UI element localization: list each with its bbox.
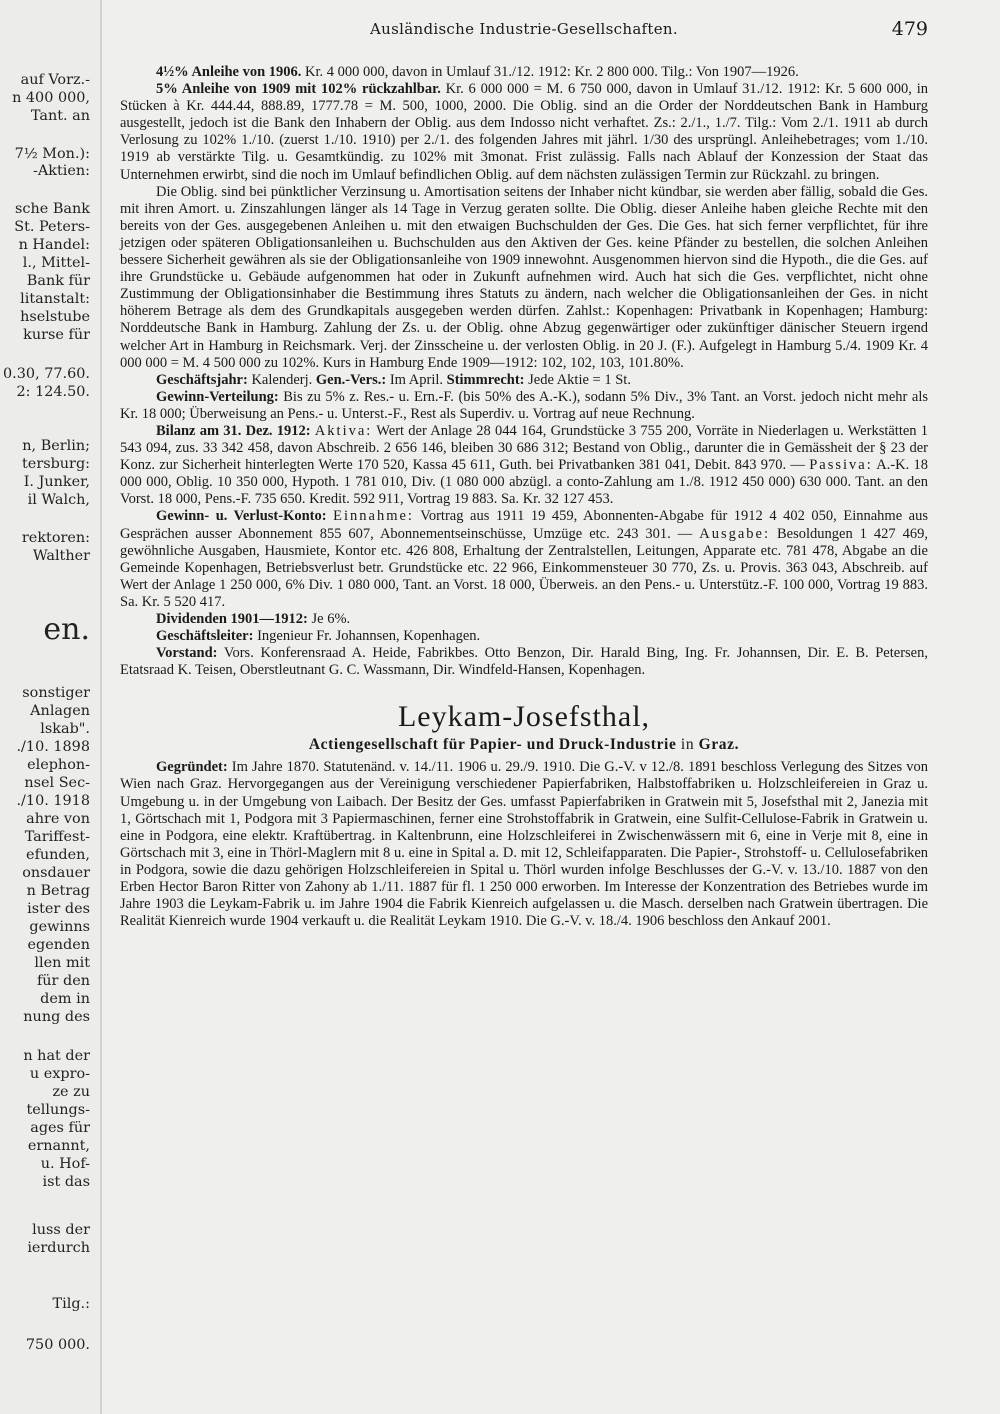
margin-fragment: dem in — [40, 991, 90, 1007]
geschaeftsjahr-heading: Geschäftsjahr: — [156, 371, 248, 388]
anleihe-1909-paragraph — [120, 81, 928, 184]
margin-fragment: u. Hof- — [40, 1156, 90, 1172]
geschaeftsleiter-paragraph — [120, 628, 928, 645]
geschaeftsjahr-text: Kalenderj. — [247, 371, 316, 388]
anleihe-1906-heading: 4½% Anleihe von 1906. — [156, 64, 302, 80]
gegruendet-text: Im Jahre 1870. Statutenänd. v. 14./11. 1906 u. 29./9. 1910. Die G.-V. v 12./8. 1891 beschloss Verlegung des Sitzes von Wien nach Graz. Hervorgegangen aus der Vereinigung verschiedener Papierfabriken, Halbstoffabriken u. Holzschleifereien in Graz u. Umgebung u. in der Umgebung von Laibach. Der Besitz der Ges. umfasst Papierfabriken in Gratwein mit 5, Josefsthal mit 2, Janezia mit 1, Görtschach mit 1, Podgora mit 3 Papiermaschinen, ferner eine Strohstoffabrik in Gratwein, eine Sulfit-Cellulose-Fabrik in Gratwein u. eine in Podgora, eine elektr. Kraftübertrag. in Kaltenbrunn, eine Holzschleiferei in Zwischenwässern mit 6, eine in Verje mit 8, eine in Görtschach mit 3, eine in Thörl-Maglern mit 8 u. eine in Spital a. D. mit 12, Schleifapparaten. Die Papier-, Strohstoff- u. Cellulosefabriken in Podgora, sowie die dazu gehörigen Holzschleifereien in Spital u. Thörl wurden infolge Beschlusses der G.-V. v. 13./10. 1887 von den Erben Hector Baron Ritter von Zahony ab 1./11. 1887 für fl. 1 250 000 erworben. Im Interesse der Konzentration des Betriebes wurde im Jahre 1903 die Leykam-Fabrik u. im Jahre 1904 die Fabrik Kienreich aufgelassen u. die Masch. derselben nach Gratwein übertragen. Die Realität Kienreich wurde 1904 verkauft u. die Realität Leykam 1910. Die G.-V. v. 18./4. 1906 beschloss den Ankauf 2001. — [120, 759, 928, 930]
geschaeftsjahr-paragraph — [120, 372, 928, 389]
gewinnverteilung-paragraph — [120, 389, 928, 423]
margin-fragment: n, Berlin; — [22, 438, 90, 454]
margin-fragment: luss der — [32, 1222, 90, 1238]
einnahme-label: Einnahme: — [333, 508, 414, 525]
bilanz-heading: Bilanz am 31. Dez. 1912: — [156, 422, 311, 439]
margin-fragment: ze zu — [52, 1084, 90, 1100]
passiva-text: A.-K. 18 000 000, Oblig. 10 350 000, Hypoth. 1 781 010, Div. (1 080 000 abzügl. a conto-Zahlung am 1./8. 1912 450 000) 630 000. Tant. an den Vorst. 18 000, Pens.-F. 735 650. Kredit. 592 911, Vortrag 19 883. Sa. Kr. 32 127 453. — [120, 457, 928, 508]
margin-fragment: ierdurch — [27, 1240, 90, 1256]
gewinn-verlust-heading: Gewinn- u. Verlust-Konto: — [156, 508, 327, 525]
margin-fragment: -Aktien: — [33, 163, 90, 179]
margin-fragment: l., Mittel- — [22, 255, 90, 271]
gewinn-verlust-paragraph — [120, 508, 928, 611]
aktiva-label: Aktiva: — [314, 422, 373, 439]
company-subtitle: Actiengesellschaft für Papier- und Druck-Industrie — [308, 736, 677, 754]
margin-fragment: n hat der — [23, 1048, 90, 1064]
margin-fragment: I. Junker, — [23, 474, 90, 490]
margin-fragment: ./10. 1898 — [16, 739, 90, 755]
gewinnverteilung-heading: Gewinn-Verteilung: — [156, 388, 279, 405]
margin-fragment: ist das — [42, 1174, 90, 1190]
company-heading-block — [120, 699, 928, 755]
margin-fragment: ./10. 1918 — [16, 793, 90, 809]
adjacent-page-margin — [0, 0, 100, 1414]
margin-fragment: tellungs- — [26, 1102, 90, 1118]
vorstand-heading: Vorstand: — [156, 645, 218, 662]
margin-fragment: kurse für — [23, 327, 90, 343]
stimmrecht-text: Jede Aktie = 1 St. — [524, 371, 631, 388]
margin-fragment: llen mit — [34, 955, 90, 971]
vorstand-paragraph — [120, 645, 928, 679]
margin-fragment: Bank für — [26, 273, 90, 289]
margin-fragment: 2: 124.50. — [16, 384, 90, 400]
margin-fragment: en. — [43, 612, 90, 647]
margin-fragment: tersburg: — [22, 456, 90, 472]
dividenden-text: Je 6%. — [307, 611, 351, 627]
margin-fragment: ister des — [27, 901, 90, 917]
company-in-word: in — [676, 736, 699, 754]
genvers-heading: Gen.-Vers.: — [315, 371, 387, 388]
margin-fragment: St. Peters- — [14, 219, 90, 235]
margin-fragment: Anlagen — [30, 703, 90, 719]
margin-fragment: n Betrag — [26, 883, 90, 899]
passiva-label: Passiva: — [809, 457, 873, 474]
dividenden-paragraph — [120, 611, 928, 628]
geschaeftsleiter-text: Ingenieur Fr. Johannsen, Kopenhagen. — [253, 628, 481, 645]
geschaeftsleiter-heading: Geschäftsleiter: — [156, 628, 254, 645]
margin-fragment: Walther — [32, 548, 90, 564]
margin-fragment: ahre von — [26, 811, 90, 827]
page-header — [120, 20, 928, 42]
margin-fragment: rektoren: — [21, 530, 90, 546]
margin-fragment: n 400 000, — [12, 90, 90, 106]
bilanz-paragraph — [120, 423, 928, 508]
genvers-text: Im April. — [386, 371, 447, 388]
margin-fragment: lskab". — [40, 721, 90, 737]
margin-fragment: u expro- — [29, 1066, 90, 1082]
margin-fragment: efunden, — [26, 847, 90, 863]
aktiva-text: Wert der Anlage 28 044 164, Grundstücke 3 755 200, Vorräte in Niederlagen u. Werkstätten 1 543 094, zus. 33 342 458, davon Abschreib. 2 656 146, bleiben 30 686 312; Bestand von Oblig., darunter die in Gemässheit der § 23 der Konz. zur Sicherheit hinterlegten Werte 170 520, Kassa 45 611, Guth. bei Privatbanken 381 041, Debit. 843 970. — — [120, 422, 929, 474]
margin-fragment: onsdauer — [22, 865, 90, 881]
main-text-column — [120, 64, 928, 930]
obligations-text: Die Oblig. sind bei pünktlicher Verzinsung u. Amortisation seitens der Inhaber nicht kündbar, sie werden aber fällig, sobald die Ges. mit ihren Amort. u. Zinszahlungen länger als 14 Tage in Verzug geraten sollte. Die Oblig. dieser Anleihe haben gleiche Rechte mit den bereits von der Ges. ausgegebenen Anleihen u. mit den etwaigen Buchschulden der Ges. Die Ges. hat sich ferner verpflichtet, für ihre jetzigen oder späteren Obligationsanleihen u. Buchschulden aus den Aktiven der Ges. keine Pfänder zu bestellen, die solchen Anleihen bessere Sicherheit gewähren als sie der Obligationsanleihe von 1909 innewohnt. Ausgenommen hiervon sind die Hypoth., die die Ges. auf ihre Grundstücke u. Gebäude aufgenommen hat oder in Zukunft aufnehmen wird. Auch hat sich die Ges. verpflichtet, nicht ohne Zustimmung der Obligationsinhaber die Bestimmung ihres Statuts zu ändern, nach welcher die Obligationsanleihen der Ges. in nicht höherem Betrage als dem des Grundkapitals ausgegeben werden dürfen. Zahlst.: Kopenhagen: Privatbank in Kopenhagen; Hamburg: Norddeutsche Bank in Hamburg. Zahlung der Zs. u. der Oblig. ohne Abzug gegenwärtiger oder zukünftiger dänischer Steuern irgend welcher Art in Hamburg in Reichsmark. Verj. der Zinsscheine u. der verlosten Oblig. in 20 J. (F.). Aufgelegt in Hamburg 5./4. 1909 Kr. 4 000 000 = M. 4 500 000 zu 102%. Kurs in Hamburg Ende 1909—1912: 102, 102, 103, 101.80%. — [120, 183, 928, 371]
einnahme-text: Vortrag aus 1911 19 459, Abonnenten-Abgabe für 1912 4 402 050, Einnahme aus Gesprächen ausser Abonnement 855 607, Abonnementseinschüsse, Umzüge etc. 243 301. — — [120, 508, 928, 542]
margin-fragment: gewinns — [29, 919, 90, 935]
company-city: Graz. — [698, 736, 740, 754]
margin-fragment: 750 000. — [25, 1337, 90, 1353]
company-name: Leykam-Josefsthal, — [397, 700, 651, 734]
obligations-paragraph — [120, 184, 928, 372]
anleihe-1906-paragraph — [120, 64, 928, 81]
margin-fragment: Tant. an — [30, 108, 90, 124]
margin-fragment: auf Vorz.- — [20, 72, 90, 88]
page-number: 479 — [891, 18, 928, 40]
gewinnverteilung-text: Bis zu 5% z. Res.- u. Ern.-F. (bis 50% des A.-K.), sodann 5% Div., 3% Tant. an Vorst. jedoch nicht mehr als Kr. 18 000; Überweisung an Pens.- u. Unterst.-F., Rest als Superdiv. u. Vortrag auf neue Rechnung. — [120, 388, 928, 422]
gegruendet-heading: Gegründet: — [156, 759, 228, 776]
margin-fragment: Tariffest- — [24, 829, 90, 845]
company-subtitle-line — [120, 735, 928, 755]
margin-fragment: ernannt, — [27, 1138, 90, 1154]
margin-fragment: ages für — [30, 1120, 90, 1136]
margin-fragment: 7½ Mon.): — [14, 146, 90, 162]
ausgabe-text: Besoldungen 1 427 469, gewöhnliche Ausgaben, Hausmiete, Kontor etc. 426 808, Erhaltung der Zentralstellen, Leitungen, Apparate etc. 781 478, Abgabe an die Gemeinde Kopenhagen, Betriebsverlust betr. Grundstücke etc. 22 966, Einkommensteuer 30 770, Zs. u. Provis. 363 043, Abschreib. auf Wert der Anlage 1 250 000, 6% Div. 1 080 000, Tant. an Vorst. 18 000, Überweis. an den Pens.- u. Unterstütz.-F. 100 000, Vortrag 19 883. Sa. Kr. 5 520 417. — [120, 525, 928, 610]
margin-fragment: sonstiger — [22, 685, 90, 701]
margin-fragment: sche Bank — [15, 201, 90, 217]
running-title: Ausländische Industrie-Gesellschaften. — [370, 20, 678, 38]
anleihe-1909-text: Kr. 6 000 000 = M. 6 750 000, davon in Umlauf 31./12. 1912: Kr. 5 600 000, in Stücken à Kr. 444.44, 888.89, 1777.78 = M. 500, 1000, 2000. Die Oblig. sind an die Order der Norddeutschen Bank in Hamburg ausgestellt, jedoch ist die Bank den Inhabern der Oblig. aus dem Indosso nicht verhaftet. Zs.: 2./1., 1./7. Tilg.: Vom 2./1. 1911 ab durch Verlosung zu 102% 1./10. (zuerst 1./10. 1910) per 2./1. des folgenden Jahres mit jährl. 1/30 des ursprüngl. Anleihebetrages; vom 1./10. 1919 ab verstärkte Tilg. u. Gesamtkündig. zu 102% mit 3monat. Frist zulässig. Falls nach Ablauf der Konzession der Staat das Unternehmen erwirbt, sind die noch im Umlauf befindlichen Oblig. auf dem nächsten zulässigen Termin zur Rückzahl. zu bringen. — [120, 81, 928, 183]
margin-fragment: egenden — [27, 937, 90, 953]
margin-fragment: für den — [36, 973, 90, 989]
vorstand-text: Vors. Konferensraad A. Heide, Fabrikbes. Otto Benzon, Dir. Harald Bing, Ing. Fr. Johannsen, Dir. E. B. Petersen, Etatsraad K. Teisen, Oberstleutnant G. C. Wassmann, Dir. Windfeld-Hansen, Kopenhagen. — [120, 645, 928, 679]
margin-fragment: hselstube — [20, 309, 90, 325]
margin-fragment: Tilg.: — [52, 1296, 90, 1312]
margin-fragment: 0.30, 77.60. — [3, 366, 90, 382]
page-gutter — [100, 0, 102, 1414]
anleihe-1906-text: Kr. 4 000 000, davon in Umlauf 31./12. 1912: Kr. 2 800 000. Tilg.: Von 1907—1926. — [301, 64, 799, 80]
margin-fragment: il Walch, — [27, 492, 90, 508]
margin-fragment: litanstalt: — [20, 291, 90, 307]
dividenden-heading: Dividenden 1901—1912: — [156, 611, 308, 627]
margin-fragment: nsel Sec- — [24, 775, 90, 791]
margin-fragment: n Handel: — [18, 237, 90, 253]
margin-fragment: elephon- — [27, 757, 90, 773]
margin-fragment: nung des — [23, 1009, 90, 1025]
ausgabe-label: Ausgabe: — [699, 525, 771, 542]
gegruendet-paragraph — [120, 759, 928, 930]
anleihe-1909-heading: 5% Anleihe von 1909 mit 102% rückzahlbar. — [156, 81, 441, 98]
stimmrecht-heading: Stimmrecht: — [446, 371, 525, 388]
